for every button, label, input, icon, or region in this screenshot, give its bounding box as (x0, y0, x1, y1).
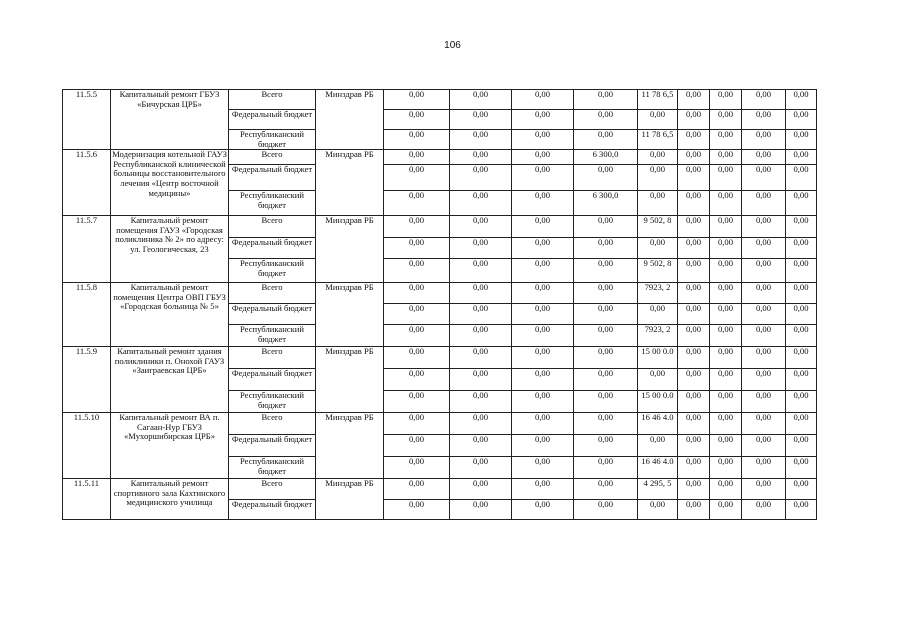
amount-cell: 0,00 (384, 479, 450, 500)
amount-cell: 0,00 (384, 130, 450, 150)
amount-cell: 0,00 (710, 165, 742, 191)
amount-cell: 0,00 (384, 325, 450, 347)
amount-cell: 0,00 (710, 304, 742, 325)
amount-cell: 7923, 2 (638, 325, 678, 347)
funding-source: Всего (229, 347, 316, 369)
amount-cell: 9 502, 8 (638, 259, 678, 283)
table-row (63, 413, 817, 435)
amount-cell: 0,00 (786, 369, 817, 391)
amount-cell: 0,00 (786, 259, 817, 283)
amount-cell: 0,00 (384, 304, 450, 325)
table-row (63, 283, 817, 304)
amount-cell: 15 00 0.0 (638, 347, 678, 369)
amount-cell: 0,00 (786, 500, 817, 520)
table-body (63, 90, 817, 520)
amount-cell: 0,00 (384, 90, 450, 110)
amount-cell: 0,00 (742, 165, 786, 191)
project-name: Капитальный ремонт здания поликлиники п. Онохой ГАУЗ «Заиграевская ЦРБ» (111, 347, 229, 413)
amount-cell: 0,00 (678, 283, 710, 304)
amount-cell: 0,00 (384, 435, 450, 457)
amount-cell: 7923, 2 (638, 283, 678, 304)
amount-cell: 0,00 (512, 369, 574, 391)
amount-cell: 0,00 (450, 283, 512, 304)
amount-cell: 0,00 (710, 457, 742, 479)
amount-cell: 0,00 (574, 304, 638, 325)
amount-cell: 0,00 (742, 259, 786, 283)
amount-cell: 0,00 (710, 238, 742, 259)
budget-table (62, 89, 817, 520)
funding-source: Федеральный бюджет (229, 500, 316, 520)
amount-cell: 0,00 (574, 110, 638, 130)
amount-cell: 0,00 (574, 457, 638, 479)
amount-cell: 0,00 (742, 283, 786, 304)
amount-cell: 0,00 (638, 500, 678, 520)
amount-cell: 0,00 (384, 165, 450, 191)
executor: Минздрав РБ (316, 90, 384, 150)
amount-cell: 0,00 (710, 283, 742, 304)
funding-source: Республиканский бюджет (229, 457, 316, 479)
amount-cell: 0,00 (638, 150, 678, 165)
amount-cell: 0,00 (786, 150, 817, 165)
funding-source: Федеральный бюджет (229, 110, 316, 130)
amount-cell: 0,00 (742, 347, 786, 369)
amount-cell: 0,00 (512, 500, 574, 520)
amount-cell: 0,00 (450, 110, 512, 130)
amount-cell: 0,00 (786, 110, 817, 130)
project-code: 11.5.8 (63, 283, 111, 347)
amount-cell: 0,00 (786, 391, 817, 413)
amount-cell: 0,00 (574, 90, 638, 110)
amount-cell: 0,00 (678, 369, 710, 391)
amount-cell: 16 46 4.0 (638, 457, 678, 479)
funding-source: Федеральный бюджет (229, 165, 316, 191)
amount-cell: 0,00 (786, 325, 817, 347)
amount-cell: 0,00 (710, 347, 742, 369)
amount-cell: 0,00 (574, 325, 638, 347)
project-name: Капитальный ремонт ВА п. Сагаан-Нур ГБУЗ «Мухоршибирская ЦРБ» (111, 413, 229, 479)
amount-cell: 0,00 (450, 347, 512, 369)
amount-cell: 0,00 (786, 216, 817, 238)
amount-cell: 6 300,0 (574, 150, 638, 165)
project-code: 11.5.10 (63, 413, 111, 479)
amount-cell: 0,00 (678, 165, 710, 191)
funding-source: Республиканский бюджет (229, 130, 316, 150)
amount-cell: 11 78 6,5 (638, 90, 678, 110)
amount-cell: 0,00 (450, 238, 512, 259)
funding-source: Всего (229, 150, 316, 165)
amount-cell: 0,00 (512, 238, 574, 259)
amount-cell: 0,00 (710, 479, 742, 500)
project-code: 11.5.11 (63, 479, 111, 520)
funding-source: Республиканский бюджет (229, 391, 316, 413)
amount-cell: 0,00 (384, 391, 450, 413)
amount-cell: 0,00 (512, 150, 574, 165)
amount-cell: 0,00 (742, 413, 786, 435)
amount-cell: 0,00 (678, 347, 710, 369)
funding-source: Всего (229, 413, 316, 435)
project-name: Капитальный ремонт ГБУЗ «Бичурская ЦРБ» (111, 90, 229, 150)
amount-cell: 0,00 (450, 500, 512, 520)
amount-cell: 0,00 (638, 191, 678, 216)
amount-cell: 0,00 (574, 238, 638, 259)
amount-cell: 0,00 (742, 238, 786, 259)
amount-cell: 0,00 (742, 500, 786, 520)
amount-cell: 0,00 (786, 304, 817, 325)
page-number: 106 (444, 40, 461, 51)
amount-cell: 0,00 (574, 259, 638, 283)
funding-source: Федеральный бюджет (229, 304, 316, 325)
funding-source: Федеральный бюджет (229, 369, 316, 391)
amount-cell: 0,00 (678, 191, 710, 216)
executor: Минздрав РБ (316, 413, 384, 479)
amount-cell: 0,00 (678, 150, 710, 165)
project-code: 11.5.7 (63, 216, 111, 283)
amount-cell: 0,00 (384, 283, 450, 304)
amount-cell: 0,00 (384, 216, 450, 238)
amount-cell: 0,00 (678, 435, 710, 457)
amount-cell: 0,00 (384, 457, 450, 479)
amount-cell: 0,00 (710, 369, 742, 391)
amount-cell: 0,00 (384, 238, 450, 259)
amount-cell: 0,00 (512, 435, 574, 457)
amount-cell: 0,00 (512, 130, 574, 150)
amount-cell: 0,00 (742, 479, 786, 500)
funding-source: Всего (229, 90, 316, 110)
amount-cell: 0,00 (710, 130, 742, 150)
amount-cell: 0,00 (710, 259, 742, 283)
amount-cell: 0,00 (786, 413, 817, 435)
project-name: Модернизация котельной ГАУЗ Республиканской клинической больницы восстановительного лечения «Центр восточной медицины» (111, 150, 229, 216)
amount-cell: 0,00 (678, 90, 710, 110)
amount-cell: 0,00 (638, 369, 678, 391)
amount-cell: 0,00 (512, 347, 574, 369)
amount-cell: 0,00 (384, 110, 450, 130)
amount-cell: 0,00 (512, 325, 574, 347)
amount-cell: 0,00 (678, 500, 710, 520)
amount-cell: 0,00 (450, 130, 512, 150)
amount-cell: 0,00 (574, 413, 638, 435)
funding-source: Федеральный бюджет (229, 238, 316, 259)
amount-cell: 0,00 (638, 165, 678, 191)
amount-cell: 0,00 (710, 216, 742, 238)
amount-cell: 0,00 (512, 191, 574, 216)
amount-cell: 0,00 (574, 391, 638, 413)
amount-cell: 15 00 0.0 (638, 391, 678, 413)
amount-cell: 0,00 (450, 479, 512, 500)
project-name: Капитальный ремонт помещения Центра ОВП ГБУЗ «Городская больница № 5» (111, 283, 229, 347)
amount-cell: 11 78 6,5 (638, 130, 678, 150)
project-code: 11.5.9 (63, 347, 111, 413)
amount-cell: 0,00 (638, 110, 678, 130)
funding-source: Республиканский бюджет (229, 259, 316, 283)
amount-cell: 0,00 (786, 90, 817, 110)
amount-cell: 0,00 (786, 283, 817, 304)
amount-cell: 0,00 (512, 259, 574, 283)
amount-cell: 0,00 (450, 369, 512, 391)
amount-cell: 0,00 (450, 413, 512, 435)
amount-cell: 0,00 (742, 457, 786, 479)
amount-cell: 0,00 (512, 165, 574, 191)
table-row (63, 150, 817, 165)
amount-cell: 0,00 (574, 347, 638, 369)
executor: Минздрав РБ (316, 347, 384, 413)
amount-cell: 0,00 (512, 391, 574, 413)
amount-cell: 0,00 (742, 325, 786, 347)
amount-cell: 0,00 (786, 457, 817, 479)
amount-cell: 0,00 (574, 369, 638, 391)
amount-cell: 0,00 (384, 191, 450, 216)
amount-cell: 0,00 (710, 500, 742, 520)
amount-cell: 0,00 (638, 238, 678, 259)
amount-cell: 0,00 (450, 216, 512, 238)
amount-cell: 0,00 (742, 435, 786, 457)
amount-cell: 0,00 (574, 283, 638, 304)
amount-cell: 0,00 (678, 238, 710, 259)
amount-cell: 0,00 (678, 391, 710, 413)
amount-cell: 0,00 (384, 500, 450, 520)
funding-source: Всего (229, 479, 316, 500)
amount-cell: 4 295, 5 (638, 479, 678, 500)
amount-cell: 0,00 (678, 259, 710, 283)
amount-cell: 0,00 (710, 191, 742, 216)
project-name: Капитальный ремонт спортивного зала Кахтинского медицинского училища (111, 479, 229, 520)
table-row (63, 216, 817, 238)
amount-cell: 0,00 (742, 150, 786, 165)
amount-cell: 0,00 (678, 130, 710, 150)
amount-cell: 0,00 (450, 457, 512, 479)
amount-cell: 0,00 (638, 304, 678, 325)
project-code: 11.5.5 (63, 90, 111, 150)
project-code: 11.5.6 (63, 150, 111, 216)
amount-cell: 0,00 (742, 216, 786, 238)
amount-cell: 0,00 (710, 90, 742, 110)
table-row (63, 90, 817, 110)
table-row (63, 347, 817, 369)
amount-cell: 0,00 (638, 435, 678, 457)
amount-cell: 0,00 (450, 435, 512, 457)
amount-cell: 0,00 (384, 413, 450, 435)
amount-cell: 0,00 (574, 165, 638, 191)
amount-cell: 0,00 (678, 110, 710, 130)
amount-cell: 0,00 (384, 259, 450, 283)
amount-cell: 0,00 (450, 90, 512, 110)
funding-source: Всего (229, 216, 316, 238)
executor: Минздрав РБ (316, 283, 384, 347)
amount-cell: 0,00 (574, 216, 638, 238)
amount-cell: 0,00 (512, 283, 574, 304)
amount-cell: 0,00 (742, 391, 786, 413)
funding-source: Республиканский бюджет (229, 191, 316, 216)
amount-cell: 0,00 (384, 347, 450, 369)
amount-cell: 0,00 (786, 238, 817, 259)
amount-cell: 0,00 (512, 304, 574, 325)
amount-cell: 0,00 (742, 110, 786, 130)
amount-cell: 0,00 (512, 216, 574, 238)
amount-cell: 0,00 (678, 325, 710, 347)
amount-cell: 9 502, 8 (638, 216, 678, 238)
amount-cell: 0,00 (786, 347, 817, 369)
amount-cell: 0,00 (786, 130, 817, 150)
executor: Минздрав РБ (316, 216, 384, 283)
amount-cell: 6 300,0 (574, 191, 638, 216)
amount-cell: 0,00 (710, 391, 742, 413)
executor: Минздрав РБ (316, 479, 384, 520)
amount-cell: 0,00 (512, 110, 574, 130)
amount-cell: 0,00 (450, 150, 512, 165)
amount-cell: 0,00 (710, 435, 742, 457)
amount-cell: 0,00 (710, 325, 742, 347)
executor: Минздрав РБ (316, 150, 384, 216)
amount-cell: 0,00 (450, 259, 512, 283)
amount-cell: 0,00 (786, 479, 817, 500)
project-name: Капитальный ремонт помещения ГАУЗ «Городская поликлиника № 2» по адресу: ул. Геологическая, 23 (111, 216, 229, 283)
funding-source: Всего (229, 283, 316, 304)
amount-cell: 0,00 (450, 191, 512, 216)
amount-cell: 0,00 (786, 165, 817, 191)
amount-cell: 0,00 (384, 369, 450, 391)
amount-cell: 0,00 (678, 413, 710, 435)
amount-cell: 0,00 (574, 435, 638, 457)
amount-cell: 0,00 (710, 110, 742, 130)
amount-cell: 0,00 (512, 479, 574, 500)
amount-cell: 0,00 (384, 150, 450, 165)
amount-cell: 0,00 (742, 130, 786, 150)
amount-cell: 0,00 (512, 457, 574, 479)
amount-cell: 0,00 (512, 90, 574, 110)
amount-cell: 0,00 (512, 413, 574, 435)
amount-cell: 0,00 (450, 304, 512, 325)
amount-cell: 0,00 (678, 479, 710, 500)
amount-cell: 0,00 (574, 500, 638, 520)
amount-cell: 16 46 4.0 (638, 413, 678, 435)
funding-source: Федеральный бюджет (229, 435, 316, 457)
amount-cell: 0,00 (450, 165, 512, 191)
amount-cell: 0,00 (450, 325, 512, 347)
amount-cell: 0,00 (574, 479, 638, 500)
amount-cell: 0,00 (786, 435, 817, 457)
amount-cell: 0,00 (710, 413, 742, 435)
amount-cell: 0,00 (678, 457, 710, 479)
amount-cell: 0,00 (450, 391, 512, 413)
amount-cell: 0,00 (574, 130, 638, 150)
amount-cell: 0,00 (678, 304, 710, 325)
amount-cell: 0,00 (786, 191, 817, 216)
amount-cell: 0,00 (742, 369, 786, 391)
amount-cell: 0,00 (678, 216, 710, 238)
table-row (63, 479, 817, 500)
amount-cell: 0,00 (742, 304, 786, 325)
funding-source: Республиканский бюджет (229, 325, 316, 347)
amount-cell: 0,00 (742, 191, 786, 216)
amount-cell: 0,00 (710, 150, 742, 165)
amount-cell: 0,00 (742, 90, 786, 110)
